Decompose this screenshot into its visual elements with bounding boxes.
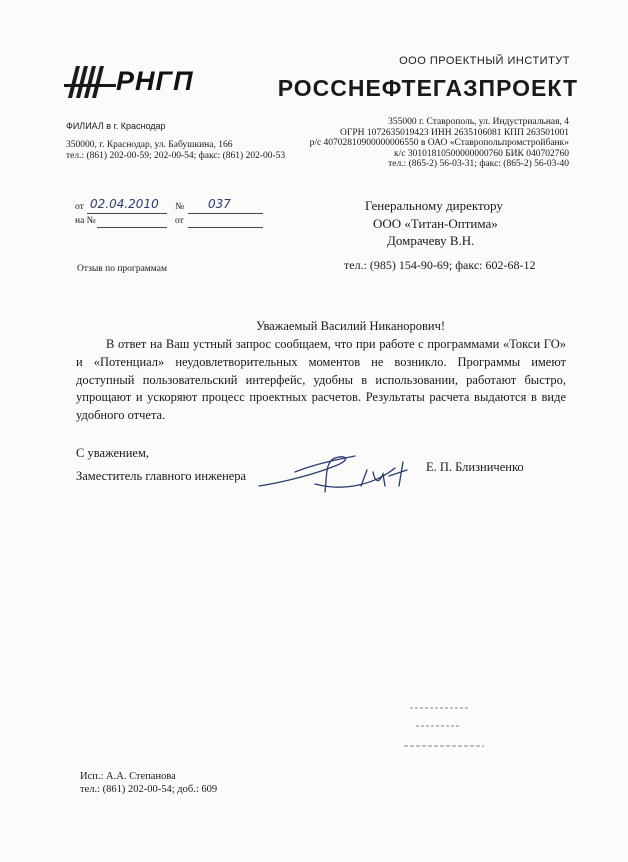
handwritten-date: 02.04.2010 — [90, 197, 159, 211]
subject-line: Отзыв по программам — [77, 264, 167, 274]
addressee — [365, 197, 503, 250]
reference-block — [75, 197, 265, 232]
date-underline — [87, 213, 167, 214]
from-label: от — [75, 202, 84, 212]
company-logo-icon — [62, 62, 122, 102]
branch-phones: тел.: (861) 202-00-59; 202-00-54; факс: (861) 202-00-53 — [66, 151, 286, 161]
requisites-line: тел.: (865-2) 56-03-31; факс: (865-2) 56-03-40 — [388, 159, 569, 169]
executor-phone: тел.: (861) 202-00-54; доб.: 609 — [80, 784, 218, 795]
regards: С уважением, — [76, 446, 149, 460]
reply-from-label: от — [175, 216, 184, 226]
stamp-icon — [400, 700, 490, 760]
company-name: РОССНЕФТЕГАЗПРОЕКТ — [277, 75, 578, 101]
salutation: Уважаемый Василий Никанорович! — [256, 319, 446, 333]
institute-type: ООО ПРОЕКТНЫЙ ИНСТИТУТ — [399, 55, 570, 67]
requisites-line: р/с 40702810900000006550 в ОАО «Ставропольпромстройбанк» — [309, 138, 569, 148]
reply-label: на № — [75, 216, 96, 226]
branch-name: ФИЛИАЛ в г. Краснодар — [66, 121, 166, 131]
requisites-line: 355000 г. Ставрополь, ул. Индустриальная, 4 — [388, 117, 569, 127]
signer-position: Заместитель главного инженера — [76, 469, 247, 483]
addressee-phone: тел.: (985) 154-90-69; факс: 602-68-12 — [344, 258, 536, 272]
body-paragraph: В ответ на Ваш устный запрос сообщаем, что при работе с программами «Токси ГО» и «Потенциал» неудовлетворительных моментов не возникло. Программы имеют доступный пользовательский интерфейс, удобны в использовании, работают быстро, упрощают и ускоряют процесс проектных расчетов. Результаты расчета выдаются в виде удобного отчета. — [76, 337, 566, 423]
signer-name: Е. П. Близниченко — [426, 460, 524, 474]
logo-text: РНГП — [116, 66, 194, 96]
head-office-requisites — [310, 117, 569, 170]
addressee-name: Домрачеву В.Н. — [387, 233, 475, 248]
executor-name: Исп.: А.А. Степанова — [80, 771, 176, 782]
number-underline — [188, 213, 263, 214]
requisites-line: ОГРН 1072635019423 ИНН 2635106081 КПП 263501001 — [339, 127, 569, 138]
addressee-position: Генеральному директору — [365, 198, 503, 213]
signature-icon — [255, 452, 420, 500]
number-label: № — [175, 202, 185, 212]
letter-body — [76, 336, 566, 425]
reply-underline — [97, 227, 167, 228]
branch-address: 350000, г. Краснодар, ул. Бабушкина, 166 — [66, 140, 233, 150]
handwritten-number: 037 — [208, 197, 231, 211]
reply-from-underline — [188, 227, 263, 228]
executor-block — [80, 770, 217, 796]
requisites-line: к/с 30101810500000000760 БИК 040702760 — [394, 148, 569, 159]
addressee-company: ООО «Титан-Оптима» — [373, 215, 498, 231]
